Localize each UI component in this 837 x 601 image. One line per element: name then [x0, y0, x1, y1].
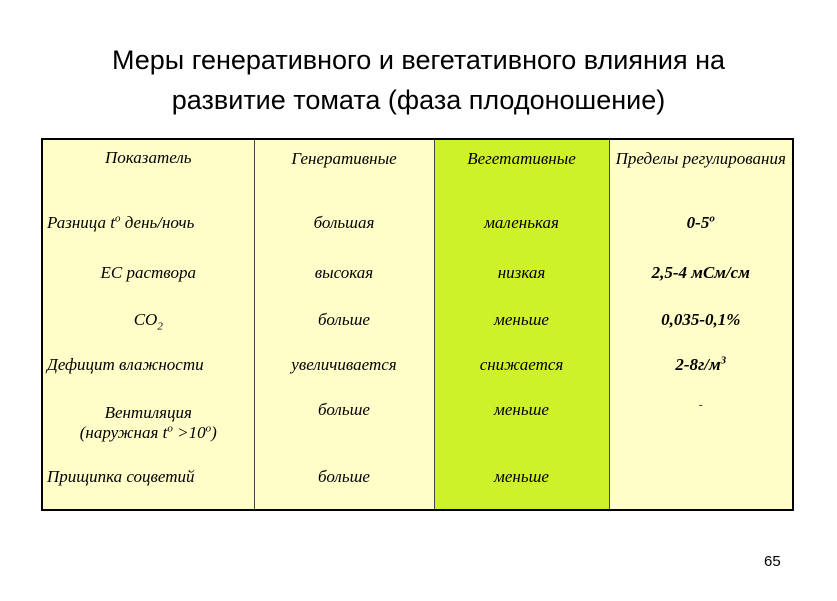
row-generative: высокая	[254, 253, 434, 301]
measures-table	[41, 138, 794, 511]
row-generative: увеличивается	[254, 352, 434, 395]
page-number: 65	[764, 553, 781, 570]
row-vegetative: маленькая	[434, 209, 609, 253]
row-limits: 2,5-4 мСм/см	[609, 253, 793, 301]
header-generative: Генеративные	[254, 139, 434, 209]
row-vegetative: меньше	[434, 461, 609, 510]
slide-title-line-1: Меры генеративного и вегетативного влияния на	[111, 45, 726, 75]
header-limits: Пределы регулирования	[609, 139, 793, 209]
table-row	[42, 253, 793, 301]
header-vegetative: Вегетативные	[434, 139, 609, 209]
table-row	[42, 461, 793, 510]
row-vegetative: снижается	[434, 352, 609, 395]
row-generative: больше	[254, 395, 434, 461]
row-vegetative: низкая	[434, 253, 609, 301]
header-indicator: Показатель	[42, 139, 254, 209]
table-row	[42, 395, 793, 461]
row-limits: 0,035-0,1%	[609, 301, 793, 352]
table-row	[42, 352, 793, 395]
row-limits: $0-5^о$	[609, 209, 793, 253]
row-generative: больше	[254, 301, 434, 352]
row-generative: больше	[254, 461, 434, 510]
row-limits: $2-8г/м^3$	[609, 352, 793, 395]
row-indicator: Прищипка соцветий	[42, 461, 254, 510]
row-limits: -	[609, 395, 793, 461]
row-generative: большая	[254, 209, 434, 253]
row-indicator: Дефицит влажности	[42, 352, 254, 395]
row-vegetative: меньше	[434, 395, 609, 461]
row-indicator: Вентиляция (наружная $t^о >10^о$)	[42, 395, 254, 461]
row-indicator: $СО_2$	[42, 301, 254, 352]
table-header-row	[42, 139, 793, 209]
row-indicator: ЕС раствора	[42, 253, 254, 301]
row-indicator: Разница $t^о$ день/ночь	[42, 209, 254, 253]
slide-title-line-2: развитие томата (фаза плодоношение)	[171, 85, 666, 115]
row-vegetative: меньше	[434, 301, 609, 352]
slide-title	[40, 40, 797, 120]
table-row	[42, 301, 793, 352]
row-limits	[609, 461, 793, 510]
table-row	[42, 209, 793, 253]
